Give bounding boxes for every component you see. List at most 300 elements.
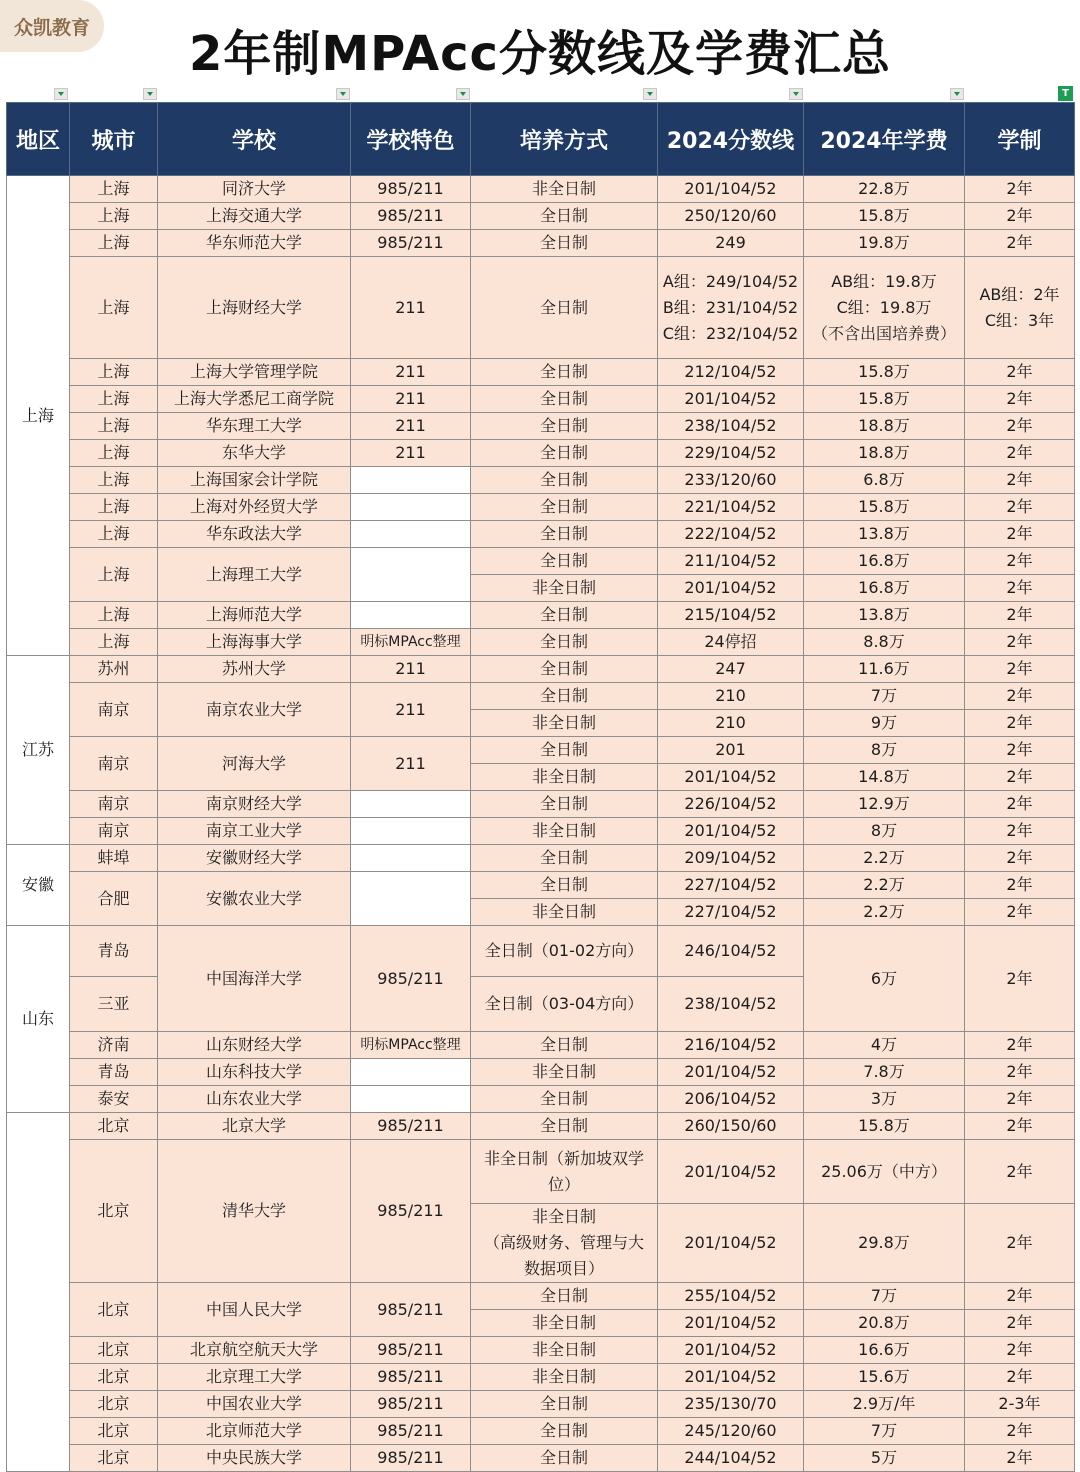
score-cell: 201/104/52: [658, 176, 804, 203]
school-cell: 上海理工大学: [158, 548, 351, 602]
header-cell[interactable]: 学制: [965, 103, 1075, 176]
years-cell: 2年: [965, 230, 1075, 257]
school-cell: 清华大学: [158, 1140, 351, 1283]
school-cell: 上海交通大学: [158, 203, 351, 230]
score-cell: 201/104/52: [658, 1059, 804, 1086]
fee-cell: 7.8万: [804, 1059, 965, 1086]
score-cell: 215/104/52: [658, 602, 804, 629]
table-row: [7, 1140, 1075, 1204]
mode-cell: 非全日制: [471, 176, 658, 203]
feature-cell: 985/211: [351, 230, 471, 257]
region-cell: 安徽: [7, 845, 70, 926]
filter-dropdown-icon[interactable]: [950, 88, 964, 100]
years-cell: 2年: [965, 791, 1075, 818]
feature-cell: 211: [351, 413, 471, 440]
brand-badge: 众凯教育: [0, 0, 104, 52]
feature-cell: 985/211: [351, 1418, 471, 1445]
score-cell: 216/104/52: [658, 1032, 804, 1059]
mode-cell: 全日制: [471, 737, 658, 764]
fee-cell: 2.2万: [804, 845, 965, 872]
fee-cell: 25.06万（中方）: [804, 1140, 965, 1204]
mode-line: 数据项目）: [523, 1259, 604, 1278]
fee-cell: 7万: [804, 1283, 965, 1310]
score-cell: 255/104/52: [658, 1283, 804, 1310]
header-cell[interactable]: 城市: [70, 103, 158, 176]
fee-cell: 2.9万/年: [804, 1391, 965, 1418]
school-cell: 北京大学: [158, 1113, 351, 1140]
mode-cell: 非全日制: [471, 764, 658, 791]
fee-line: AB组：19.8万: [831, 271, 937, 291]
feature-cell: 985/211: [351, 1337, 471, 1364]
fee-cell: 13.8万: [804, 521, 965, 548]
table-row: [7, 1086, 1075, 1113]
city-cell: 北京: [70, 1140, 158, 1283]
city-cell: 上海: [70, 629, 158, 656]
mode-cell: 全日制: [471, 467, 658, 494]
mode-cell: 非全日制: [471, 710, 658, 737]
filter-dropdown-icon[interactable]: [336, 88, 350, 100]
city-cell: 上海: [70, 413, 158, 440]
school-cell: 上海海事大学: [158, 629, 351, 656]
header-cell[interactable]: 地区: [7, 103, 70, 176]
table-row: [7, 494, 1075, 521]
city-cell: 上海: [70, 440, 158, 467]
fee-cell: 8.8万: [804, 629, 965, 656]
years-cell: 2-3年: [965, 1391, 1075, 1418]
mode-cell: 全日制: [471, 602, 658, 629]
years-cell: 2年: [965, 1086, 1075, 1113]
feature-cell: 985/211: [351, 1140, 471, 1283]
table-row: [7, 1337, 1075, 1364]
feature-cell: 985/211: [351, 176, 471, 203]
score-cell: 201: [658, 737, 804, 764]
score-cell: 201/104/52: [658, 1337, 804, 1364]
feature-cell: 985/211: [351, 1391, 471, 1418]
city-cell: 北京: [70, 1391, 158, 1418]
score-cell: 245/120/60: [658, 1418, 804, 1445]
table-row: [7, 521, 1075, 548]
school-cell: 上海财经大学: [158, 257, 351, 359]
mode-cell: 全日制: [471, 1418, 658, 1445]
years-cell: 2年: [965, 1418, 1075, 1445]
table-row: [7, 683, 1075, 710]
fee-cell: 14.8万: [804, 764, 965, 791]
years-cell: 2年: [965, 359, 1075, 386]
score-cell: 201/104/52: [658, 575, 804, 602]
mode-cell: 全日制: [471, 521, 658, 548]
mode-cell: 全日制: [471, 1086, 658, 1113]
score-cell: 227/104/52: [658, 899, 804, 926]
feature-cell: [351, 818, 471, 845]
school-cell: 中国海洋大学: [158, 926, 351, 1032]
filter-bar: [6, 88, 1074, 102]
years-cell: 2年: [965, 845, 1075, 872]
fee-cell: 15.8万: [804, 386, 965, 413]
city-cell: 合肥: [70, 872, 158, 926]
fee-cell: 6万: [804, 926, 965, 1032]
mode-cell: 全日制: [471, 440, 658, 467]
fee-cell: 2.2万: [804, 872, 965, 899]
school-cell: 上海大学悉尼工商学院: [158, 386, 351, 413]
score-cell: 201/104/52: [658, 818, 804, 845]
table-row: [7, 818, 1075, 845]
mode-cell: 全日制（01-02方向）: [471, 926, 658, 977]
feature-cell: 985/211: [351, 1283, 471, 1337]
school-cell: 中国农业大学: [158, 1391, 351, 1418]
fee-cell: 29.8万: [804, 1204, 965, 1283]
score-cell: 24停招: [658, 629, 804, 656]
city-cell: 北京: [70, 1364, 158, 1391]
score-cell: 227/104/52: [658, 872, 804, 899]
score-cell: 226/104/52: [658, 791, 804, 818]
school-cell: 山东科技大学: [158, 1059, 351, 1086]
header-cell[interactable]: 学校: [158, 103, 351, 176]
feature-cell: 985/211: [351, 1445, 471, 1472]
years-cell: 2年: [965, 1364, 1075, 1391]
years-cell: 2年: [965, 1032, 1075, 1059]
years-cell: 2年: [965, 1140, 1075, 1204]
score-cell: 201/104/52: [658, 1364, 804, 1391]
score-cell: 210: [658, 683, 804, 710]
fee-cell: 9万: [804, 710, 965, 737]
feature-cell: 明标MPAcc整理: [351, 1032, 471, 1059]
years-cell: 2年: [965, 386, 1075, 413]
fee-cell: 8万: [804, 737, 965, 764]
mode-cell: 全日制: [471, 1445, 658, 1472]
score-cell: 209/104/52: [658, 845, 804, 872]
school-cell: 山东农业大学: [158, 1086, 351, 1113]
mode-cell: 全日制: [471, 629, 658, 656]
city-cell: 北京: [70, 1445, 158, 1472]
school-cell: 华东师范大学: [158, 230, 351, 257]
mode-cell: 全日制: [471, 845, 658, 872]
school-cell: 华东政法大学: [158, 521, 351, 548]
school-cell: 北京师范大学: [158, 1418, 351, 1445]
years-cell: 2年: [965, 926, 1075, 1032]
table-row: [7, 203, 1075, 230]
years-cell: 2年: [965, 683, 1075, 710]
school-cell: 北京航空航天大学: [158, 1337, 351, 1364]
city-cell: 青岛: [70, 1059, 158, 1086]
score-table: [6, 102, 1075, 1472]
score-cell: 201/104/52: [658, 764, 804, 791]
fee-cell: 6.8万: [804, 467, 965, 494]
mode-cell: 全日制: [471, 656, 658, 683]
fee-cell: 20.8万: [804, 1310, 965, 1337]
city-cell: 上海: [70, 203, 158, 230]
table-row: [7, 1283, 1075, 1310]
years-line: C组：3年: [984, 310, 1055, 330]
score-cell: 235/130/70: [658, 1391, 804, 1418]
table-row: [7, 257, 1075, 359]
mode-line: 非全日制: [531, 1207, 596, 1226]
city-cell: 青岛: [70, 926, 158, 977]
fee-cell: 15.8万: [804, 359, 965, 386]
years-cell: 2年: [965, 656, 1075, 683]
table-row: [7, 359, 1075, 386]
feature-cell: [351, 494, 471, 521]
mode-cell: 全日制: [471, 359, 658, 386]
city-cell: 南京: [70, 791, 158, 818]
years-cell: 2年: [965, 710, 1075, 737]
fee-cell: 13.8万: [804, 602, 965, 629]
mode-line: 位）: [547, 1174, 580, 1194]
score-cell: 238/104/52: [658, 977, 804, 1032]
table-row: [7, 1059, 1075, 1086]
years-cell: 2年: [965, 467, 1075, 494]
score-line: A组：249/104/52: [662, 271, 799, 291]
table-row: [7, 1445, 1075, 1472]
table-row: [7, 845, 1075, 872]
feature-cell: 211: [351, 257, 471, 359]
school-cell: 苏州大学: [158, 656, 351, 683]
years-cell: 2年: [965, 575, 1075, 602]
header-cell[interactable]: 培养方式: [471, 103, 658, 176]
years-cell: 2年: [965, 413, 1075, 440]
region-cell: 江苏: [7, 656, 70, 845]
years-cell: 2年: [965, 629, 1075, 656]
years-cell: 2年: [965, 548, 1075, 575]
city-cell: 上海: [70, 548, 158, 602]
fee-line: （不含出国培养费）: [811, 323, 956, 343]
mode-cell: 全日制: [471, 683, 658, 710]
years-cell: 2年: [965, 1113, 1075, 1140]
mode-cell: 非全日制: [471, 818, 658, 845]
feature-cell: 985/211: [351, 1113, 471, 1140]
school-cell: 上海国家会计学院: [158, 467, 351, 494]
school-cell: 河海大学: [158, 737, 351, 791]
table-row: [7, 791, 1075, 818]
feature-cell: [351, 791, 471, 818]
fee-line: C组：19.8万: [836, 297, 932, 317]
city-cell: 上海: [70, 602, 158, 629]
years-cell: 2年: [965, 1283, 1075, 1310]
city-cell: 上海: [70, 359, 158, 386]
table-row: [7, 1032, 1075, 1059]
table-row: [7, 548, 1075, 575]
table-row: [7, 467, 1075, 494]
fee-cell: 15.6万: [804, 1364, 965, 1391]
years-line: AB组：2年: [979, 284, 1060, 304]
feature-cell: 明标MPAcc整理: [351, 629, 471, 656]
feature-cell: 985/211: [351, 1364, 471, 1391]
score-cell: 238/104/52: [658, 413, 804, 440]
years-cell: 2年: [965, 1310, 1075, 1337]
score-cell: 201/104/52: [658, 1204, 804, 1283]
table-row: [7, 413, 1075, 440]
score-cell: 249: [658, 230, 804, 257]
fee-cell: 8万: [804, 818, 965, 845]
city-cell: 北京: [70, 1283, 158, 1337]
school-cell: 上海对外经贸大学: [158, 494, 351, 521]
years-cell: 2年: [965, 203, 1075, 230]
city-cell: 上海: [70, 467, 158, 494]
city-cell: 上海: [70, 257, 158, 359]
school-cell: 南京财经大学: [158, 791, 351, 818]
mode-cell: 全日制: [471, 1032, 658, 1059]
years-cell: 2年: [965, 521, 1075, 548]
feature-cell: 211: [351, 386, 471, 413]
score-cell: 229/104/52: [658, 440, 804, 467]
city-cell: 苏州: [70, 656, 158, 683]
feature-cell: 211: [351, 656, 471, 683]
city-cell: 泰安: [70, 1086, 158, 1113]
mode-cell: [471, 1204, 658, 1283]
table-row: [7, 230, 1075, 257]
fee-cell: 11.6万: [804, 656, 965, 683]
years-cell: 2年: [965, 494, 1075, 521]
years-cell: 2年: [965, 1059, 1075, 1086]
header-cell[interactable]: 2024分数线: [658, 103, 804, 176]
city-cell: 北京: [70, 1337, 158, 1364]
years-cell: 2年: [965, 440, 1075, 467]
table-row: [7, 176, 1075, 203]
region-cell: [7, 1113, 70, 1472]
mode-cell: 非全日制: [471, 1337, 658, 1364]
score-cell: 244/104/52: [658, 1445, 804, 1472]
mode-cell: 全日制（03-04方向）: [471, 977, 658, 1032]
city-cell: 南京: [70, 818, 158, 845]
city-cell: 上海: [70, 230, 158, 257]
mode-cell: 全日制: [471, 1391, 658, 1418]
table-row: [7, 1391, 1075, 1418]
score-cell: 247: [658, 656, 804, 683]
header-cell[interactable]: 2024年学费: [804, 103, 965, 176]
feature-cell: 211: [351, 359, 471, 386]
score-cell: 250/120/60: [658, 203, 804, 230]
feature-cell: [351, 467, 471, 494]
filter-dropdown-icon[interactable]: [643, 88, 657, 100]
years-cell: 2年: [965, 818, 1075, 845]
school-cell: 北京理工大学: [158, 1364, 351, 1391]
mode-cell: 全日制: [471, 791, 658, 818]
years-cell: 2年: [965, 764, 1075, 791]
school-cell: 上海大学管理学院: [158, 359, 351, 386]
fee-cell: 15.8万: [804, 1113, 965, 1140]
years-cell: 2年: [965, 737, 1075, 764]
region-cell: 上海: [7, 176, 70, 656]
fee-cell: 18.8万: [804, 440, 965, 467]
mode-cell: 全日制: [471, 230, 658, 257]
score-cell: 222/104/52: [658, 521, 804, 548]
years-cell: [965, 257, 1075, 359]
school-cell: 南京工业大学: [158, 818, 351, 845]
text-format-icon[interactable]: T: [1058, 86, 1073, 101]
feature-cell: 211: [351, 440, 471, 467]
mode-cell: 全日制: [471, 386, 658, 413]
years-cell: 2年: [965, 1445, 1075, 1472]
filter-dropdown-icon[interactable]: [456, 88, 470, 100]
header-cell[interactable]: 学校特色: [351, 103, 471, 176]
school-cell: 中国人民大学: [158, 1283, 351, 1337]
city-cell: 上海: [70, 386, 158, 413]
city-cell: 北京: [70, 1418, 158, 1445]
mode-cell: 非全日制: [471, 1364, 658, 1391]
table-row: [7, 386, 1075, 413]
mode-cell: 全日制: [471, 1113, 658, 1140]
fee-cell: 12.9万: [804, 791, 965, 818]
city-cell: 上海: [70, 521, 158, 548]
filter-dropdown-icon[interactable]: [789, 88, 803, 100]
table-row: [7, 656, 1075, 683]
table-header-row: [7, 103, 1075, 176]
filter-dropdown-icon[interactable]: [143, 88, 157, 100]
city-cell: 北京: [70, 1113, 158, 1140]
mode-cell: [471, 1140, 658, 1204]
city-cell: 三亚: [70, 977, 158, 1032]
feature-cell: 985/211: [351, 926, 471, 1032]
years-cell: 2年: [965, 1337, 1075, 1364]
feature-cell: 211: [351, 737, 471, 791]
fee-cell: 4万: [804, 1032, 965, 1059]
feature-cell: [351, 548, 471, 602]
fee-cell: 3万: [804, 1086, 965, 1113]
mode-line: （高级财务、管理与大: [483, 1233, 644, 1252]
years-cell: 2年: [965, 899, 1075, 926]
fee-cell: 16.8万: [804, 548, 965, 575]
mode-cell: 全日制: [471, 1283, 658, 1310]
years-cell: 2年: [965, 176, 1075, 203]
table-row: [7, 1418, 1075, 1445]
score-cell: 246/104/52: [658, 926, 804, 977]
feature-cell: [351, 845, 471, 872]
mode-cell: 全日制: [471, 494, 658, 521]
mode-cell: 全日制: [471, 257, 658, 359]
table-row: [7, 629, 1075, 656]
fee-cell: 15.8万: [804, 203, 965, 230]
score-cell: 211/104/52: [658, 548, 804, 575]
score-cell: 221/104/52: [658, 494, 804, 521]
fee-cell: 19.8万: [804, 230, 965, 257]
city-cell: 南京: [70, 737, 158, 791]
school-cell: 东华大学: [158, 440, 351, 467]
feature-cell: [351, 602, 471, 629]
page-title: 2年制MPAcc分数线及学费汇总: [189, 26, 891, 82]
mode-cell: 非全日制: [471, 1059, 658, 1086]
fee-cell: 2.2万: [804, 899, 965, 926]
fee-cell: 5万: [804, 1445, 965, 1472]
score-cell: 201/104/52: [658, 1310, 804, 1337]
feature-cell: [351, 1086, 471, 1113]
score-cell: 233/120/60: [658, 467, 804, 494]
school-cell: 南京农业大学: [158, 683, 351, 737]
school-cell: 上海师范大学: [158, 602, 351, 629]
school-cell: 中央民族大学: [158, 1445, 351, 1472]
city-cell: 蚌埠: [70, 845, 158, 872]
fee-cell: [804, 257, 965, 359]
mode-cell: 非全日制: [471, 575, 658, 602]
filter-dropdown-icon[interactable]: [54, 88, 68, 100]
score-line: B组：231/104/52: [662, 297, 799, 317]
city-cell: 上海: [70, 494, 158, 521]
score-cell: 201/104/52: [658, 1140, 804, 1204]
fee-cell: 18.8万: [804, 413, 965, 440]
mode-cell: 全日制: [471, 413, 658, 440]
fee-cell: 22.8万: [804, 176, 965, 203]
table-row: [7, 872, 1075, 899]
years-cell: 2年: [965, 1204, 1075, 1283]
school-cell: 安徽农业大学: [158, 872, 351, 926]
table-row: [7, 737, 1075, 764]
school-cell: 华东理工大学: [158, 413, 351, 440]
mode-cell: 全日制: [471, 872, 658, 899]
city-cell: 南京: [70, 683, 158, 737]
feature-cell: [351, 1059, 471, 1086]
feature-cell: [351, 521, 471, 548]
fee-cell: 7万: [804, 683, 965, 710]
table-row: [7, 602, 1075, 629]
mode-cell: 全日制: [471, 548, 658, 575]
